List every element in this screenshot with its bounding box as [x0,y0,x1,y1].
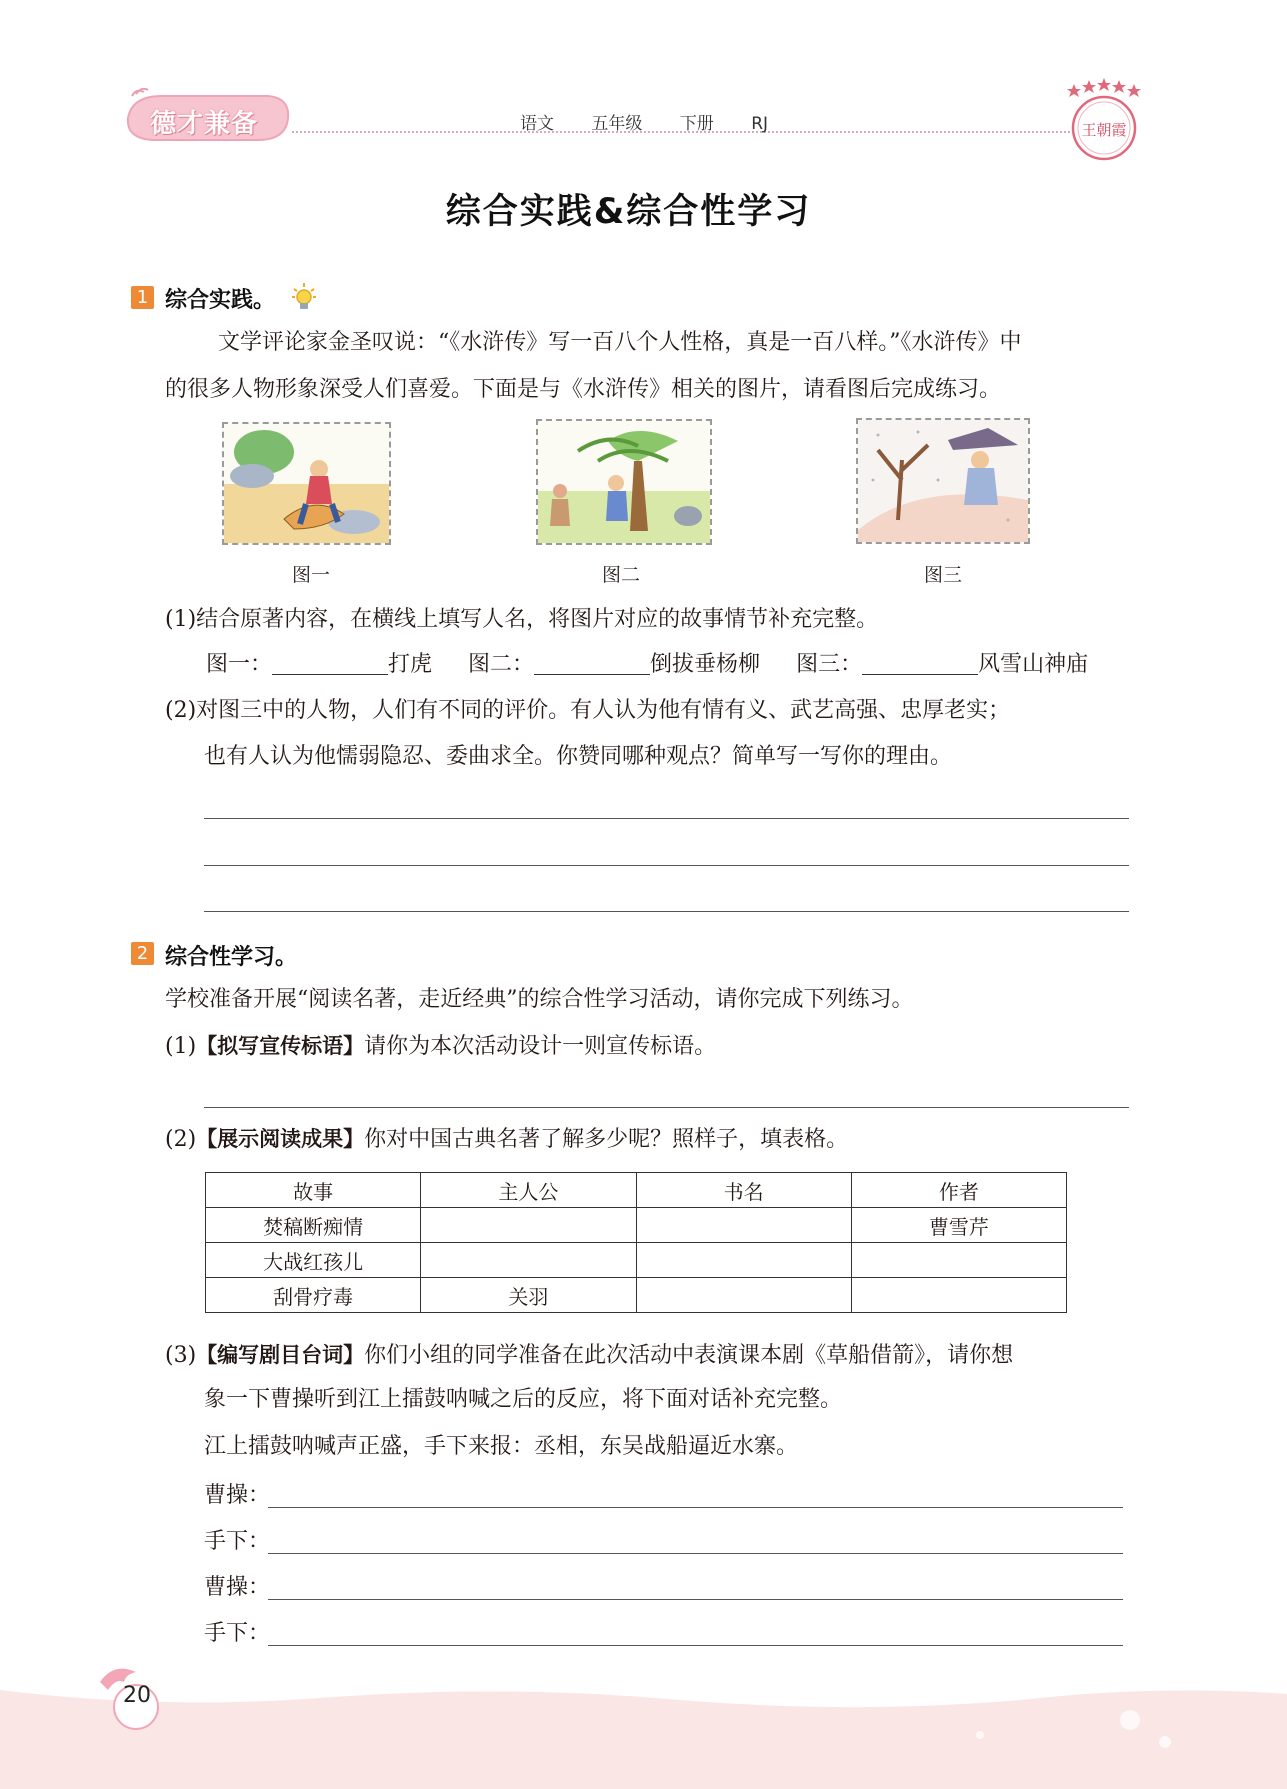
brand-logo-text: 德才兼备 [150,109,259,139]
section-1-number: 1 [131,286,154,309]
figure-3-image [856,418,1030,544]
table-cell: 关羽 [421,1278,636,1313]
q1-prefix: (1) [165,1034,197,1059]
table-cell: 曹雪芹 [851,1208,1066,1243]
table-row [206,1208,1067,1243]
section-1-title: 综合实践。 [165,288,276,313]
lightbulb-icon [292,283,316,311]
table-header: 主人公 [421,1173,636,1208]
answer-line[interactable] [204,865,1129,866]
section-1-question-1: (1)结合原著内容，在横线上填写人名，将图片对应的故事情节补充完整。 [165,607,879,632]
q2-heading: 【展示阅读成果】 [196,1127,365,1151]
q1-text: 请你为本次活动设计一则宣传标语。 [364,1034,717,1059]
dialogue-speaker: 曹操： [204,1483,271,1508]
table-cell-blank[interactable] [851,1278,1066,1313]
fig3-suffix: 风雪山神庙 [978,652,1089,677]
table-cell: 焚稿断痴情 [206,1208,421,1243]
table-row [206,1243,1067,1278]
fig1-suffix: 打虎 [388,652,433,677]
section-2-intro: 学校准备开展“阅读名著，走近经典”的综合性学习活动，请你完成下列练习。 [165,987,914,1012]
figure-3-caption: 图三 [924,564,963,586]
header-volume: 下册 [679,114,714,134]
dialogue-speaker: 手下： [204,1529,271,1554]
figure-1-image [222,422,391,545]
dialogue-answer-line[interactable] [268,1507,1123,1508]
table-header: 故事 [206,1173,421,1208]
header-info [520,109,786,134]
section-1-question-2-line-2: 也有人认为他懦弱隐忍、委曲求全。你赞同哪种观点？简单写一写你的理由。 [204,744,953,769]
section-2-question-3-line-1 [165,1340,1013,1371]
table-header-row [206,1173,1067,1208]
header-subject: 语文 [520,114,554,134]
fig3-label: 图三： [796,652,863,677]
footer-wave-decoration [0,1680,1287,1789]
q3-text: 你们小组的同学准备在此次活动中表演课本剧《草船借箭》，请你想 [364,1343,1014,1368]
q3-prefix: (3) [165,1343,197,1368]
table-cell-blank[interactable] [421,1243,636,1278]
q3-heading: 【编写剧目台词】 [196,1343,365,1367]
dialogue-speaker: 曹操： [204,1575,271,1600]
table-cell-blank[interactable] [636,1243,851,1278]
fig2-answer-blank[interactable] [534,650,650,675]
section-1-q1-answers [206,650,1088,680]
answer-line[interactable] [204,818,1129,819]
table-cell: 大战红孩儿 [206,1243,421,1278]
answer-line[interactable] [204,911,1129,912]
section-2-title: 综合性学习。 [165,945,298,970]
table-header: 书名 [636,1173,851,1208]
table-header: 作者 [851,1173,1066,1208]
section-1-intro-line-1: 文学评论家金圣叹说：“《水浒传》写一百八个人性格，真是一百八样。”《水浒传》中 [218,330,1022,355]
page-title: 综合实践&综合性学习 [445,192,812,232]
fig2-label: 图二： [468,652,535,677]
figure-1-caption: 图一 [292,564,331,586]
dialogue-answer-line[interactable] [268,1645,1123,1646]
dialogue-answer-line[interactable] [268,1599,1123,1600]
author-seal-logo [1062,78,1146,164]
header-edition: RJ [751,114,769,134]
section-2-question-2 [165,1124,848,1155]
fig1-label: 图一： [206,652,273,677]
q2-text: 你对中国古典名著了解多少呢？照样子，填表格。 [364,1127,849,1152]
fig2-suffix: 倒拔垂杨柳 [650,652,761,677]
section-2-number: 2 [131,942,154,965]
dialogue-speaker: 手下： [204,1621,271,1646]
table-cell-blank[interactable] [851,1243,1066,1278]
q2-prefix: (2) [165,1127,197,1152]
header-grade: 五年级 [591,114,643,134]
section-2-question-3-context: 江上擂鼓呐喊声正盛，手下来报：丞相，东吴战船逼近水寨。 [204,1434,799,1459]
q1-heading: 【拟写宣传标语】 [196,1034,365,1058]
table-cell-blank[interactable] [421,1208,636,1243]
section-2-question-1 [165,1031,716,1062]
fig3-answer-blank[interactable] [862,650,978,675]
table-cell: 刮骨疗毒 [206,1278,421,1313]
slogan-answer-line[interactable] [204,1107,1129,1108]
figure-2-caption: 图二 [602,564,641,586]
figure-2-image [536,419,712,545]
classics-table [205,1172,1067,1313]
seal-name: 王朝霞 [1081,121,1127,139]
table-row [206,1278,1067,1313]
page-number: 20 [123,1683,151,1708]
section-2-question-3-line-2: 象一下曹操听到江上擂鼓呐喊之后的反应，将下面对话补充完整。 [204,1387,843,1412]
section-1-question-2-line-1: (2)对图三中的人物，人们有不同的评价。有人认为他有情有义、武艺高强、忠厚老实； [165,698,1011,723]
fig1-answer-blank[interactable] [272,650,388,675]
table-cell-blank[interactable] [636,1208,851,1243]
table-cell-blank[interactable] [636,1278,851,1313]
dialogue-answer-line[interactable] [268,1553,1123,1554]
section-1-intro-line-2: 的很多人物形象深受人们喜爱。下面是与《水浒传》相关的图片，请看图后完成练习。 [165,377,1002,402]
